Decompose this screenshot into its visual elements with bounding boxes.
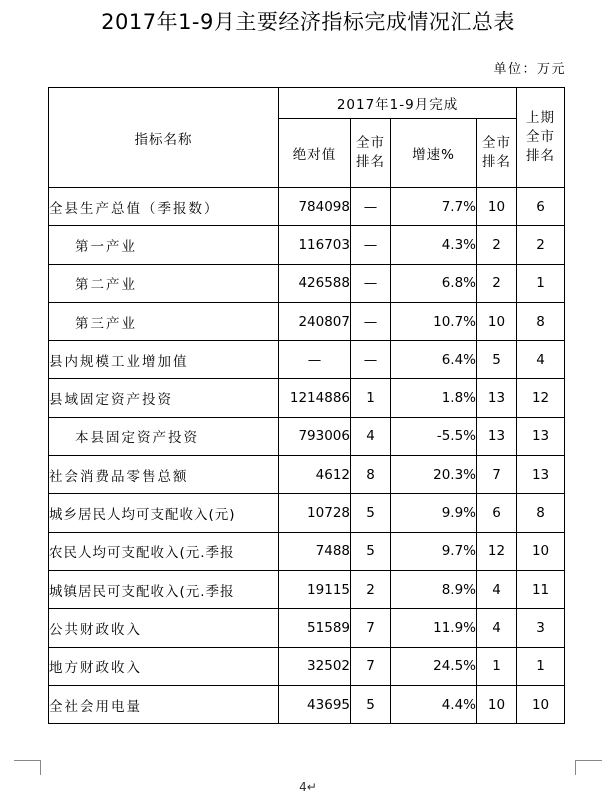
- row-name: 第二产业: [49, 264, 279, 302]
- row-rank2: 12: [477, 532, 517, 570]
- row-rank2: 13: [477, 379, 517, 417]
- row-value: —: [279, 341, 351, 379]
- row-rank1: 5: [351, 494, 391, 532]
- table-row: [49, 264, 565, 302]
- row-prev: 13: [517, 456, 565, 494]
- row-rank2: 1: [477, 647, 517, 685]
- table-row: [49, 494, 565, 532]
- row-growth: 7.7%: [391, 188, 477, 226]
- row-name: 城乡居民人均可支配收入(元): [49, 494, 279, 532]
- header-city-rank-2-line: 排名: [482, 154, 512, 170]
- row-prev: 12: [517, 379, 565, 417]
- row-rank1: —: [351, 302, 391, 340]
- row-prev: 1: [517, 647, 565, 685]
- page-corner-mark: [14, 760, 41, 775]
- row-name: 地方财政收入: [49, 647, 279, 685]
- row-value: 7488: [279, 532, 351, 570]
- header-city-rank-2-line: 全市: [482, 135, 512, 151]
- row-value: 51589: [279, 609, 351, 647]
- row-growth: 1.8%: [391, 379, 477, 417]
- row-rank1: 2: [351, 570, 391, 608]
- row-rank1: 7: [351, 647, 391, 685]
- header-period: 2017年1-9月完成: [279, 88, 517, 119]
- row-rank1: —: [351, 188, 391, 226]
- header-prev-rank-line: 上期: [526, 110, 556, 126]
- row-value: 426588: [279, 264, 351, 302]
- row-rank1: —: [351, 264, 391, 302]
- row-name: 第三产业: [49, 302, 279, 340]
- page-number: 4↵: [299, 780, 317, 794]
- row-name: 城镇居民可支配收入(元.季报: [49, 570, 279, 608]
- row-growth: 4.4%: [391, 685, 477, 723]
- row-growth: 4.3%: [391, 226, 477, 264]
- document-title: 2017年1-9月主要经济指标完成情况汇总表: [101, 10, 515, 34]
- header-growth: 增速%: [391, 119, 477, 188]
- row-rank1: 4: [351, 417, 391, 455]
- row-prev: 6: [517, 188, 565, 226]
- row-name: 全社会用电量: [49, 685, 279, 723]
- header-city-rank-1-line: 排名: [356, 154, 385, 170]
- row-value: 4612: [279, 456, 351, 494]
- row-rank2: 2: [477, 226, 517, 264]
- row-rank1: 7: [351, 609, 391, 647]
- table-row: [49, 570, 565, 608]
- row-prev: 3: [517, 609, 565, 647]
- row-prev: 8: [517, 494, 565, 532]
- row-rank2: 10: [477, 302, 517, 340]
- table-row: [49, 456, 565, 494]
- row-prev: 13: [517, 417, 565, 455]
- row-name: 公共财政收入: [49, 609, 279, 647]
- row-prev: 2: [517, 226, 565, 264]
- row-rank1: 5: [351, 532, 391, 570]
- table-row: [49, 226, 565, 264]
- row-rank2: 5: [477, 341, 517, 379]
- table-row: [49, 685, 565, 723]
- row-rank2: 7: [477, 456, 517, 494]
- row-value: 43695: [279, 685, 351, 723]
- row-rank2: 13: [477, 417, 517, 455]
- header-indicator: 指标名称: [49, 88, 279, 188]
- row-growth: 10.7%: [391, 302, 477, 340]
- header-absolute: 绝对值: [279, 119, 351, 188]
- row-rank1: —: [351, 341, 391, 379]
- header-city-rank-1: [351, 119, 391, 188]
- row-name: 第一产业: [49, 226, 279, 264]
- row-rank2: 6: [477, 494, 517, 532]
- row-prev: 10: [517, 532, 565, 570]
- row-name: 本县固定资产投资: [49, 417, 279, 455]
- row-prev: 1: [517, 264, 565, 302]
- row-growth: 9.9%: [391, 494, 477, 532]
- table-row: [49, 302, 565, 340]
- header-city-rank-2: [477, 119, 517, 188]
- table-row: [49, 379, 565, 417]
- row-growth: 11.9%: [391, 609, 477, 647]
- page-corner-mark: [575, 760, 602, 775]
- row-prev: 4: [517, 341, 565, 379]
- row-name: 社会消费品零售总额: [49, 456, 279, 494]
- row-growth: 24.5%: [391, 647, 477, 685]
- header-prev-rank-line: 排名: [526, 148, 556, 164]
- row-value: 19115: [279, 570, 351, 608]
- table-row: [49, 647, 565, 685]
- row-growth: -5.5%: [391, 417, 477, 455]
- row-growth: 6.8%: [391, 264, 477, 302]
- header-city-rank-1-line: 全市: [356, 135, 385, 151]
- row-value: 10728: [279, 494, 351, 532]
- row-prev: 10: [517, 685, 565, 723]
- row-rank1: 8: [351, 456, 391, 494]
- row-value: 116703: [279, 226, 351, 264]
- table-row: [49, 609, 565, 647]
- row-growth: 9.7%: [391, 532, 477, 570]
- row-rank2: 10: [477, 188, 517, 226]
- row-rank1: —: [351, 226, 391, 264]
- row-value: 784098: [279, 188, 351, 226]
- row-growth: 20.3%: [391, 456, 477, 494]
- row-growth: 6.4%: [391, 341, 477, 379]
- header-prev-rank-line: 全市: [526, 129, 556, 145]
- row-value: 32502: [279, 647, 351, 685]
- row-name: 农民人均可支配收入(元.季报: [49, 532, 279, 570]
- indicators-table: [48, 87, 565, 724]
- row-name: 全县生产总值（季报数）: [49, 188, 279, 226]
- table-row: [49, 532, 565, 570]
- unit-label: 单位：万元: [493, 62, 566, 77]
- table-row: [49, 188, 565, 226]
- row-rank1: 5: [351, 685, 391, 723]
- row-rank2: 4: [477, 609, 517, 647]
- row-value: 1214886: [279, 379, 351, 417]
- row-rank2: 10: [477, 685, 517, 723]
- row-prev: 11: [517, 570, 565, 608]
- row-name: 县域固定资产投资: [49, 379, 279, 417]
- row-prev: 8: [517, 302, 565, 340]
- table-row: [49, 417, 565, 455]
- row-rank2: 4: [477, 570, 517, 608]
- table-row: [49, 341, 565, 379]
- row-rank2: 2: [477, 264, 517, 302]
- row-value: 793006: [279, 417, 351, 455]
- row-rank1: 1: [351, 379, 391, 417]
- row-growth: 8.9%: [391, 570, 477, 608]
- row-name: 县内规模工业增加值: [49, 341, 279, 379]
- row-value: 240807: [279, 302, 351, 340]
- header-prev-rank: [517, 88, 565, 188]
